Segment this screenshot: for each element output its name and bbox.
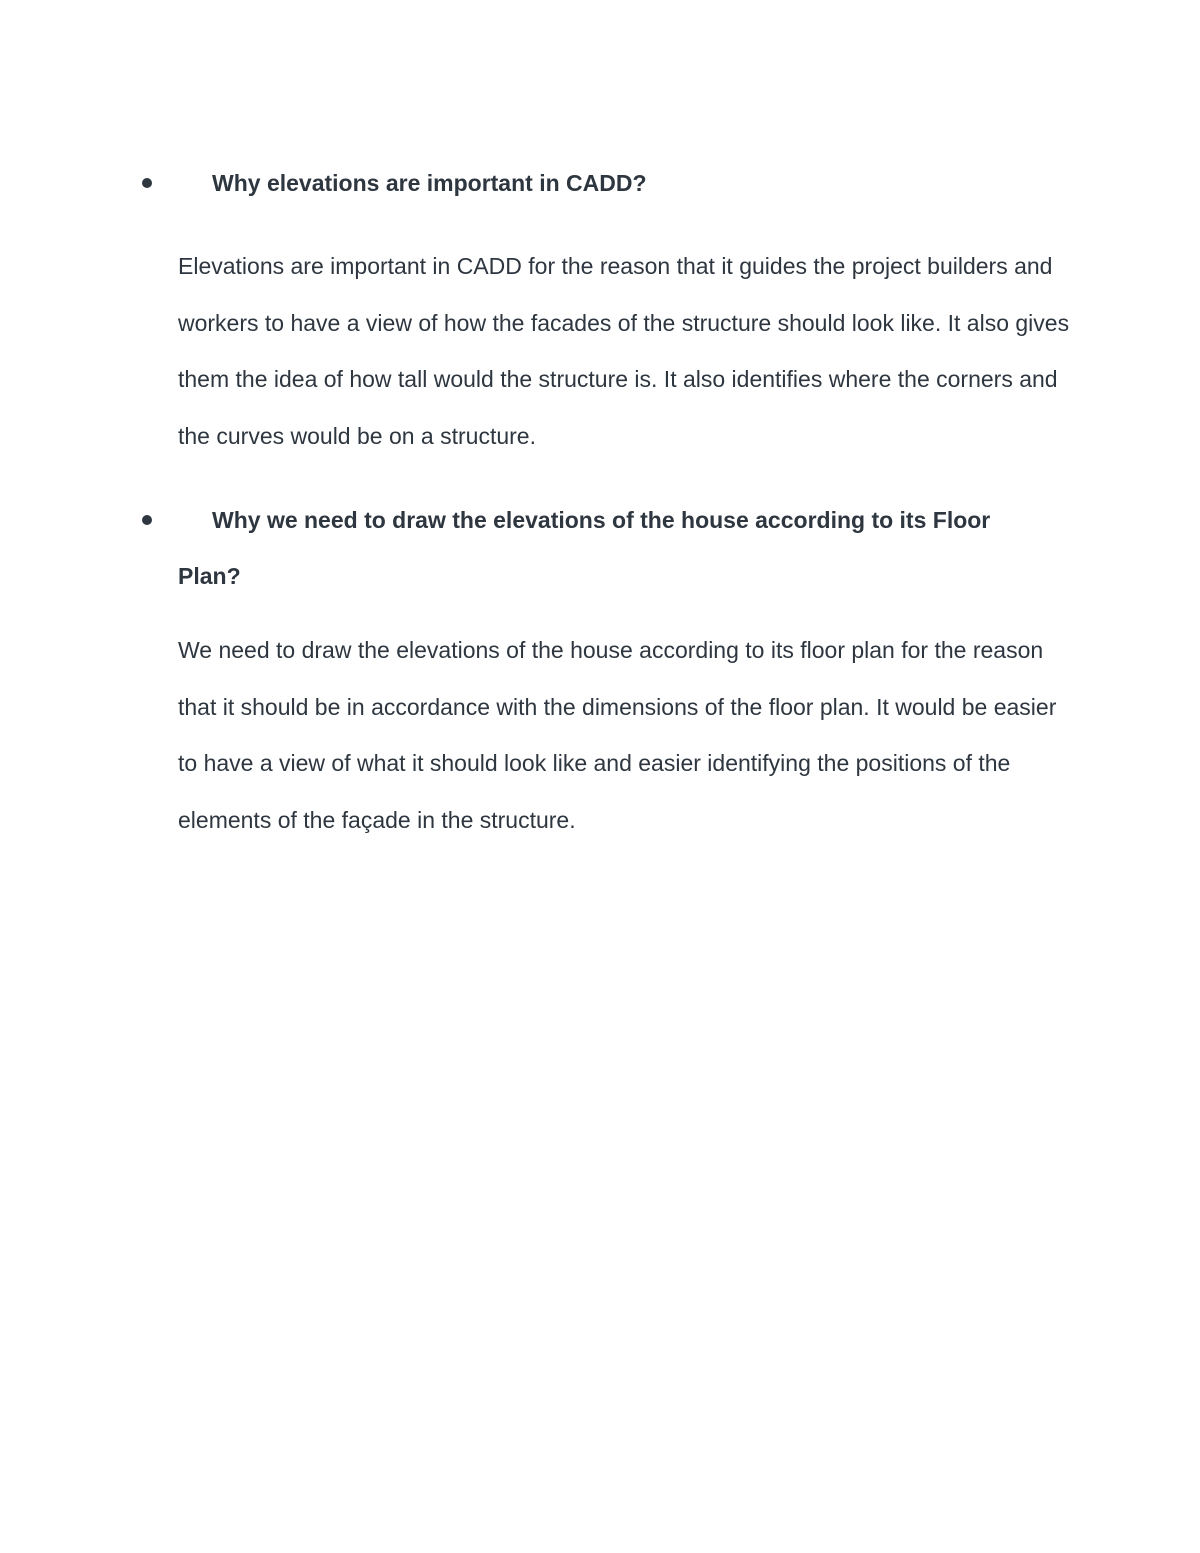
question-1-heading: Why elevations are important in CADD? (212, 170, 647, 196)
answer-1-paragraph: Elevations are important in CADD for the reason that it guides the project builders and workers to have a view of how the facades of the structure should look like. It also gives them the idea of how tall would the structure is. It also identifies where the corners and the curves would be on a structure. (178, 253, 1070, 449)
bullet-point-1 (142, 178, 152, 188)
question-2-heading: Why we need to draw the elevations of the house according to its Floor Plan? (178, 507, 991, 589)
bullet-point-2 (142, 515, 152, 525)
answer-2-paragraph: We need to draw the elevations of the house according to its floor plan for the reason that it should be in accordance with the dimensions of the floor plan. It would be easier to have a view of what it should look like and easier identifying the positions of the elements of the façade in the structure. (178, 637, 1057, 833)
